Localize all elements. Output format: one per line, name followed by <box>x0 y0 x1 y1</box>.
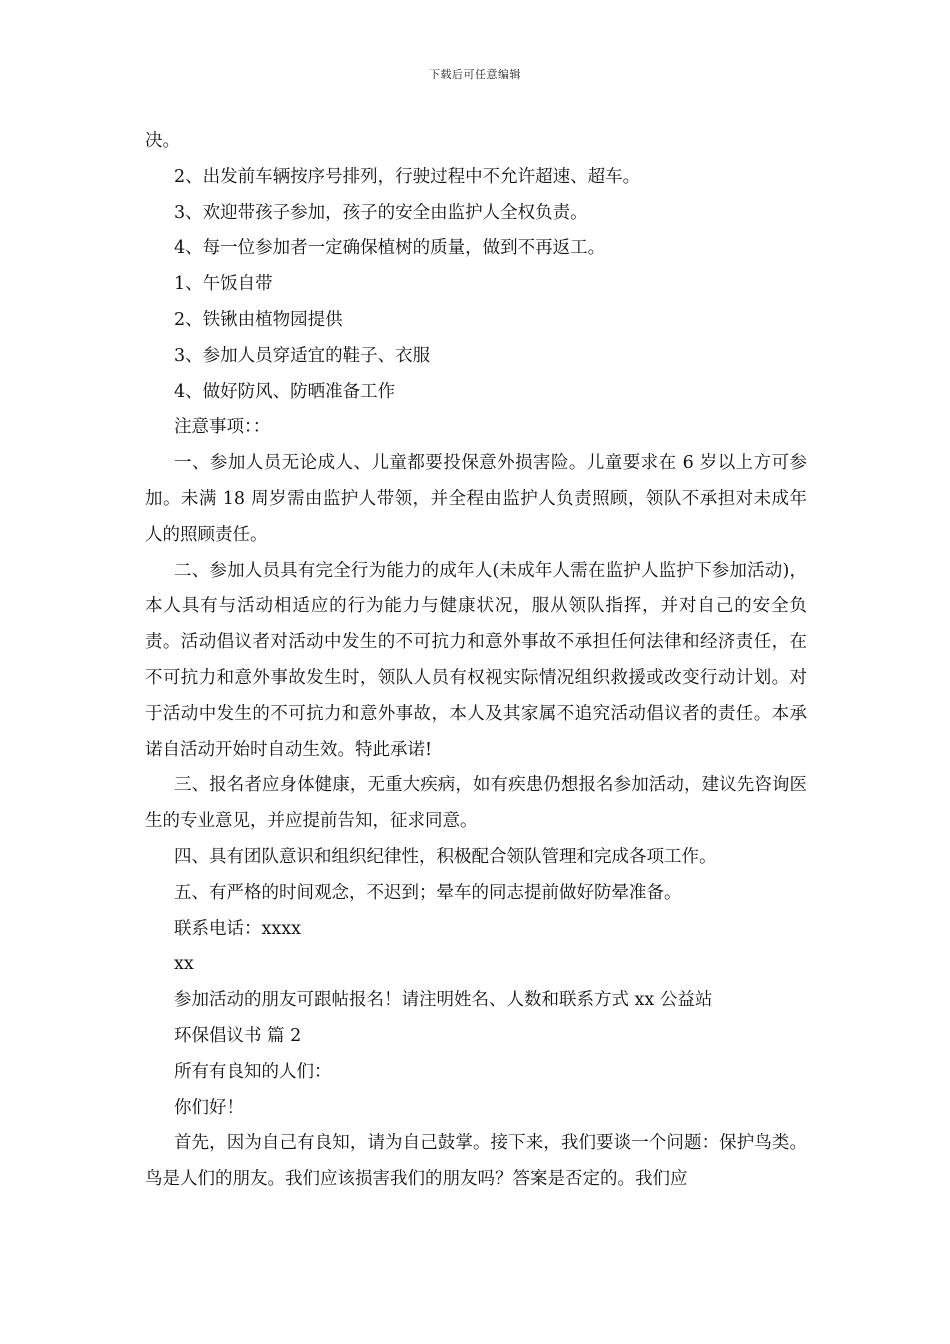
notes-heading: 注意事项：： <box>174 417 271 438</box>
paragraph-7: 3、参加人员穿适宜的鞋子、衣服 <box>174 345 431 366</box>
note-5: 五、有严格的时间观念，不迟到；晕车的同志提前做好防晕准备。 <box>174 882 682 903</box>
paragraph-6: 2、铁锹由植物园提供 <box>174 309 343 330</box>
paragraph-4: 4、每一位参加者一定确保植树的质量，做到不再返工。 <box>174 238 606 259</box>
signup-note: 参加活动的朋友可跟帖报名！请注明姓名、人数和联系方式 xx 公益站 <box>174 990 713 1011</box>
paragraph-3: 3、欢迎带孩子参加，孩子的安全由监护人全权负责。 <box>174 202 588 223</box>
paragraph-1: 决。 <box>145 131 180 151</box>
document-body <box>145 124 807 1198</box>
paragraph-8: 4、做好防风、防晒准备工作 <box>174 381 396 402</box>
paragraph-5: 1、午饭自带 <box>174 274 273 295</box>
note-3: 三、报名者应身体健康，无重大疾病，如有疾患仍想报名参加活动，建议先咨询医生的专业意见，并应提前告知，征求同意。 <box>145 775 807 832</box>
note-4: 四、具有团队意识和组织纪律性，积极配合领队管理和完成各项工作。 <box>174 846 717 867</box>
paragraph-2: 2、出发前车辆按序号排列，行驶过程中不允许超速、超车。 <box>174 166 641 187</box>
contact-phone: 联系电话：xxxx <box>174 918 301 939</box>
section-title: 环保倡议书 篇 2 <box>174 1025 302 1046</box>
note-2: 二、参加人员具有完全行为能力的成年人(未成年人需在监护人监护下参加活动)，本人具有与活动相适应的行为能力与健康状况，服从领队指挥，并对自己的安全负责。活动倡议者对活动中发生的不可抗力和意外事故不承担任何法律和经济责任，在不可抗力和意外事故发生时，领队人员有权视实际情况组织救援或改变行动计划。对于活动中发生的不可抗力和意外事故，本人及其家属不追究活动倡议者的责任。本承诺自活动开始时自动生效。特此承诺! <box>145 560 807 760</box>
contact-name: xx <box>174 954 194 975</box>
body-paragraph: 首先，因为自己有良知，请为自己鼓掌。接下来，我们要谈一个问题：保护鸟类。鸟是人们的朋友。我们应该损害我们的朋友吗？答案是否定的。我们应 <box>145 1133 807 1190</box>
salutation: 所有有良知的人们： <box>174 1061 332 1082</box>
page-header: 下载后可任意编辑 <box>429 68 521 81</box>
note-1: 一、参加人员无论成人、儿童都要投保意外损害险。儿童要求在 6 岁以上方可参加。未满 18 周岁需由监护人带领，并全程由监护人负责照顾，领队不承担对未成年人的照顾责任。 <box>145 453 807 545</box>
greeting: 你们好！ <box>174 1097 244 1118</box>
